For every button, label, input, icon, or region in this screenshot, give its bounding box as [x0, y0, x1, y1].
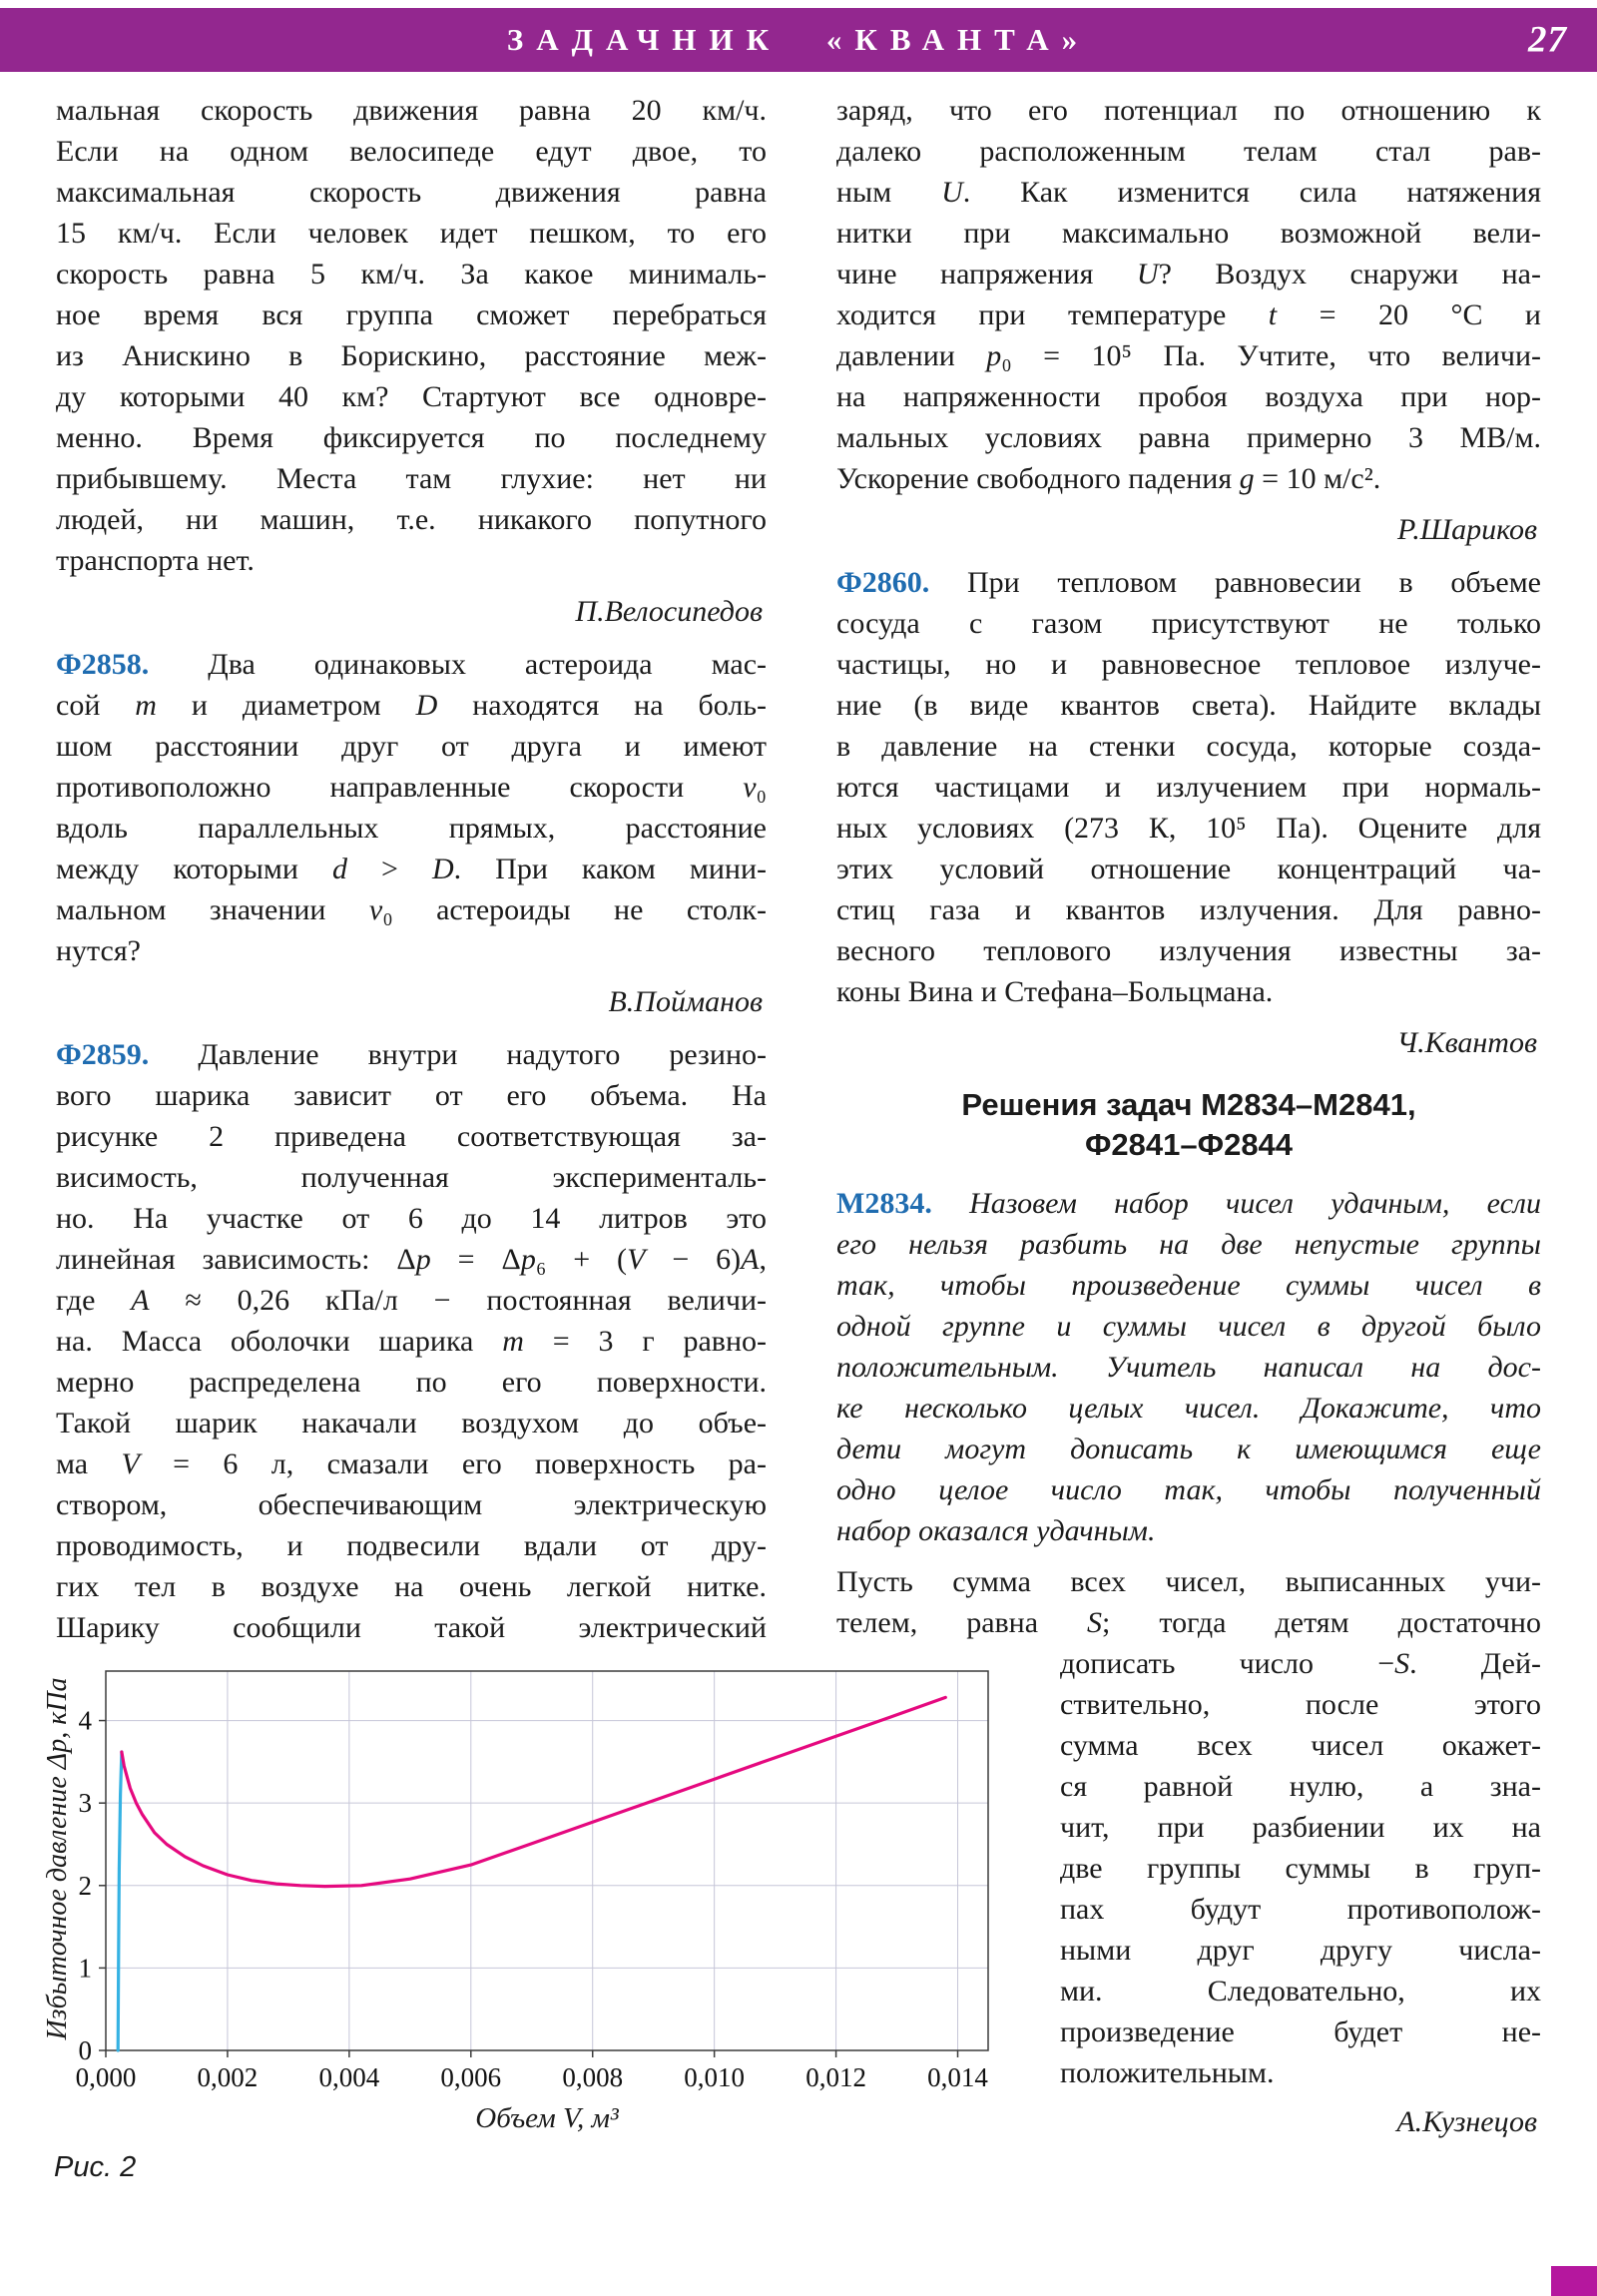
text-line: Ф2860. При тепловом равновесии в объеме: [836, 566, 1541, 599]
text-line: ми. Следовательно, их: [1060, 1975, 1541, 2008]
solution-m2834-text-narrow: [1060, 1643, 1541, 2093]
left-column: [56, 90, 767, 1658]
text-line: нутся?: [56, 934, 141, 967]
svg-text:0,008: 0,008: [562, 2062, 624, 2092]
text-line: весного теплового излучения известны за-: [836, 934, 1541, 967]
text-line: стиц газа и квантов излучения. Для равно-: [836, 893, 1541, 926]
text-line: заряд, что его потенциал по отношению к: [836, 94, 1541, 127]
text-line: сой m и диаметром D находятся на боль-: [56, 689, 767, 722]
text-line: ются частицами и излучением при нормаль-: [836, 771, 1541, 804]
text-line: 15 км/ч. Если человек идет пешком, то его: [56, 217, 767, 250]
chart-y-axis-label: Избыточное давление Δp, кПа: [42, 1677, 73, 2040]
author-signature-velosipedov: П.Велосипедов: [575, 595, 763, 628]
text-line: частицы, но и равновесное тепловое излуче-: [836, 648, 1541, 681]
problem-continuation-text: [56, 90, 767, 581]
text-line: нитки при максимально возможной вели-: [836, 217, 1541, 250]
text-line: ние (в виде квантов света). Найдите вклады: [836, 689, 1541, 722]
figure-2: [44, 1659, 1012, 2184]
text-line: его нельзя разбить на две непустые группы: [836, 1228, 1541, 1261]
text-line: линейная зависимость: Δp = Δp₆ + (V − 6)A,: [56, 1243, 767, 1276]
svg-text:0,012: 0,012: [805, 2062, 866, 2092]
svg-text:0,010: 0,010: [684, 2062, 746, 2092]
svg-text:0,014: 0,014: [927, 2062, 988, 2092]
text-line: противоположно направленные скорости v₀: [56, 771, 767, 804]
text-line: так, чтобы произведение суммы чисел в: [836, 1269, 1541, 1302]
text-line: набор оказался удачным.: [836, 1514, 1156, 1547]
text-line: одно целое число так, чтобы полученный: [836, 1473, 1541, 1506]
text-line: на. Масса оболочки шарика m = 3 г равно-: [56, 1325, 767, 1358]
svg-text:3: 3: [78, 1788, 92, 1819]
text-line: скорость равна 5 км/ч. За какое минималь-: [56, 258, 767, 290]
text-line: мерно распределена по его поверхности.: [56, 1366, 767, 1399]
figure-caption: Рис. 2: [54, 2151, 137, 2183]
text-line: Если на одном велосипеде едут двое, то: [56, 135, 767, 168]
text-line: одной группе и суммы чисел в другой было: [836, 1310, 1541, 1343]
text-line: где A ≈ 0,26 кПа/л − постоянная величи-: [56, 1284, 767, 1317]
text-line: проводимость, и подвесили вдали от дру-: [56, 1529, 767, 1562]
text-line: ное время вся группа сможет перебраться: [56, 298, 767, 331]
text-line: людей, ни машин, т.е. никакого попутного: [56, 503, 767, 536]
text-line: ным U. Как изменится сила натяжения: [836, 176, 1541, 209]
solutions-section-heading: [836, 1085, 1541, 1165]
text-line: сумма всех чисел окажет-: [1060, 1729, 1541, 1762]
author-signature-poymanov: В.Пойманов: [608, 985, 763, 1018]
svg-text:0,006: 0,006: [440, 2062, 502, 2092]
text-line: Ф2859. Давление внутри надутого резино-: [56, 1038, 767, 1071]
text-line: транспорта нет.: [56, 544, 255, 577]
text-line: шом расстоянии друг от друга и имеют: [56, 730, 767, 763]
text-line: дописать число −S. Дей-: [1060, 1647, 1541, 1680]
text-line: вдоль параллельных прямых, расстояние: [56, 812, 767, 845]
text-line: на напряженности пробоя воздуха при нор-: [836, 380, 1541, 413]
text-line: ствительно, после этого: [1060, 1688, 1541, 1721]
page-header-bar: [0, 8, 1597, 72]
svg-text:1: 1: [78, 1953, 92, 1984]
text-line: телем, равна S; тогда детям достаточно: [836, 1606, 1541, 1639]
text-line: М2834. Назовем набор чисел удачным, если: [836, 1187, 1541, 1220]
text-line: Такой шарик накачали воздухом до объе-: [56, 1407, 767, 1439]
text-line: максимальная скорость движения равна: [56, 176, 767, 209]
svg-text:0,002: 0,002: [197, 2062, 259, 2092]
problem-f2859-text: [56, 1034, 767, 1648]
text-line: чит, при разбиении их на: [1060, 1811, 1541, 1844]
text-line: две группы суммы в груп-: [1060, 1852, 1541, 1885]
problem-f2859-continuation-text: [836, 90, 1541, 499]
text-line: далеко расположенным телам стал рав-: [836, 135, 1541, 168]
text-line: Пусть сумма всех чисел, выписанных учи-: [836, 1565, 1541, 1598]
problem-f2860-text: [836, 562, 1541, 1012]
text-line: Решения задач М2834–М2841,: [961, 1087, 1416, 1122]
svg-text:2: 2: [78, 1870, 92, 1901]
svg-text:0,004: 0,004: [318, 2062, 380, 2092]
text-line: ных условиях (273 К, 10⁵ Па). Оцените для: [836, 812, 1541, 845]
page-corner-mark: [1551, 2266, 1597, 2296]
text-line: гих тел в воздухе на очень легкой нитке.: [56, 1570, 767, 1603]
text-line: чине напряжения U? Воздух снаружи на-: [836, 258, 1541, 290]
page-number: 27: [1528, 19, 1567, 61]
text-line: ду которыми 40 км? Стартуют все одновре-: [56, 380, 767, 413]
problem-f2858-text: [56, 644, 767, 971]
text-line: мальная скорость движения равна 20 км/ч.: [56, 94, 767, 127]
text-line: между которыми d > D. При каком мини-: [56, 853, 768, 885]
chart-x-axis-label: Объем V, м³: [475, 2102, 619, 2134]
author-signature-kuznetsov: А.Кузнецов: [1396, 2105, 1537, 2138]
author-signature-sharikov: Р.Шариков: [1396, 513, 1537, 546]
text-line: этих условий отношение концентраций ча-: [836, 853, 1541, 885]
text-line: вого шарика зависит от его объема. На: [56, 1079, 767, 1112]
text-line: но. На участке от 6 до 14 литров это: [56, 1202, 767, 1235]
text-line: пах будут противополож-: [1060, 1893, 1541, 1926]
text-line: ходится при температуре t = 20 °С и: [836, 298, 1541, 331]
text-line: дети могут дописать к имеющимся еще: [836, 1433, 1541, 1465]
text-line: менно. Время фиксируется по последнему: [56, 421, 767, 454]
text-line: ными друг другу числа-: [1060, 1934, 1541, 1967]
text-line: мальных условиях равна примерно 3 МВ/м.: [836, 421, 1541, 454]
text-line: положительным. Учитель написал на дос-: [836, 1351, 1541, 1384]
text-line: створом, обеспечивающим электрическую: [56, 1488, 767, 1521]
text-line: Ф2841–Ф2844: [1084, 1127, 1294, 1162]
text-line: в давление на стенки сосуда, которые созда-: [836, 730, 1541, 763]
text-line: висимость, полученная эксперименталь-: [56, 1161, 767, 1194]
text-line: положительным.: [1060, 2056, 1275, 2089]
svg-text:0: 0: [78, 2035, 92, 2065]
svg-text:4: 4: [78, 1705, 92, 1736]
text-line: Ускорение свободного падения g = 10 м/с².: [836, 462, 1381, 495]
solution-m2834-text-wide: [836, 1561, 1541, 1643]
text-line: ке несколько целых чисел. Докажите, что: [836, 1392, 1541, 1425]
text-line: ма V = 6 л, смазали его поверхность ра-: [56, 1447, 767, 1480]
text-line: прибывшему. Места там глухие: нет ни: [56, 462, 767, 495]
pressure-volume-chart: [44, 1659, 1002, 2098]
author-signature-kvantov: Ч.Квантов: [1396, 1026, 1537, 1059]
text-line: сосуда с газом присутствуют не только: [836, 607, 1541, 640]
text-line: мальном значении v₀ астероиды не столк-: [56, 893, 767, 926]
problem-m2834-text: [836, 1183, 1541, 1551]
text-line: из Анискино в Борискино, расстояние меж-: [56, 339, 767, 372]
text-line: рисунке 2 приведена соответствующая за-: [56, 1120, 767, 1153]
section-title: ЗАДАЧНИК «КВАНТА»: [506, 22, 1091, 57]
text-line: давлении p₀ = 10⁵ Па. Учтите, что величи-: [836, 339, 1541, 372]
svg-text:0,000: 0,000: [75, 2062, 137, 2092]
text-line: произведение будет не-: [1060, 2015, 1541, 2048]
text-line: Шарику сообщили такой электрический: [56, 1611, 767, 1644]
text-line: ся равной нулю, а зна-: [1060, 1770, 1541, 1803]
text-line: коны Вина и Стефана–Больцмана.: [836, 975, 1274, 1008]
text-line: Ф2858. Два одинаковых астероида мас-: [56, 648, 767, 681]
